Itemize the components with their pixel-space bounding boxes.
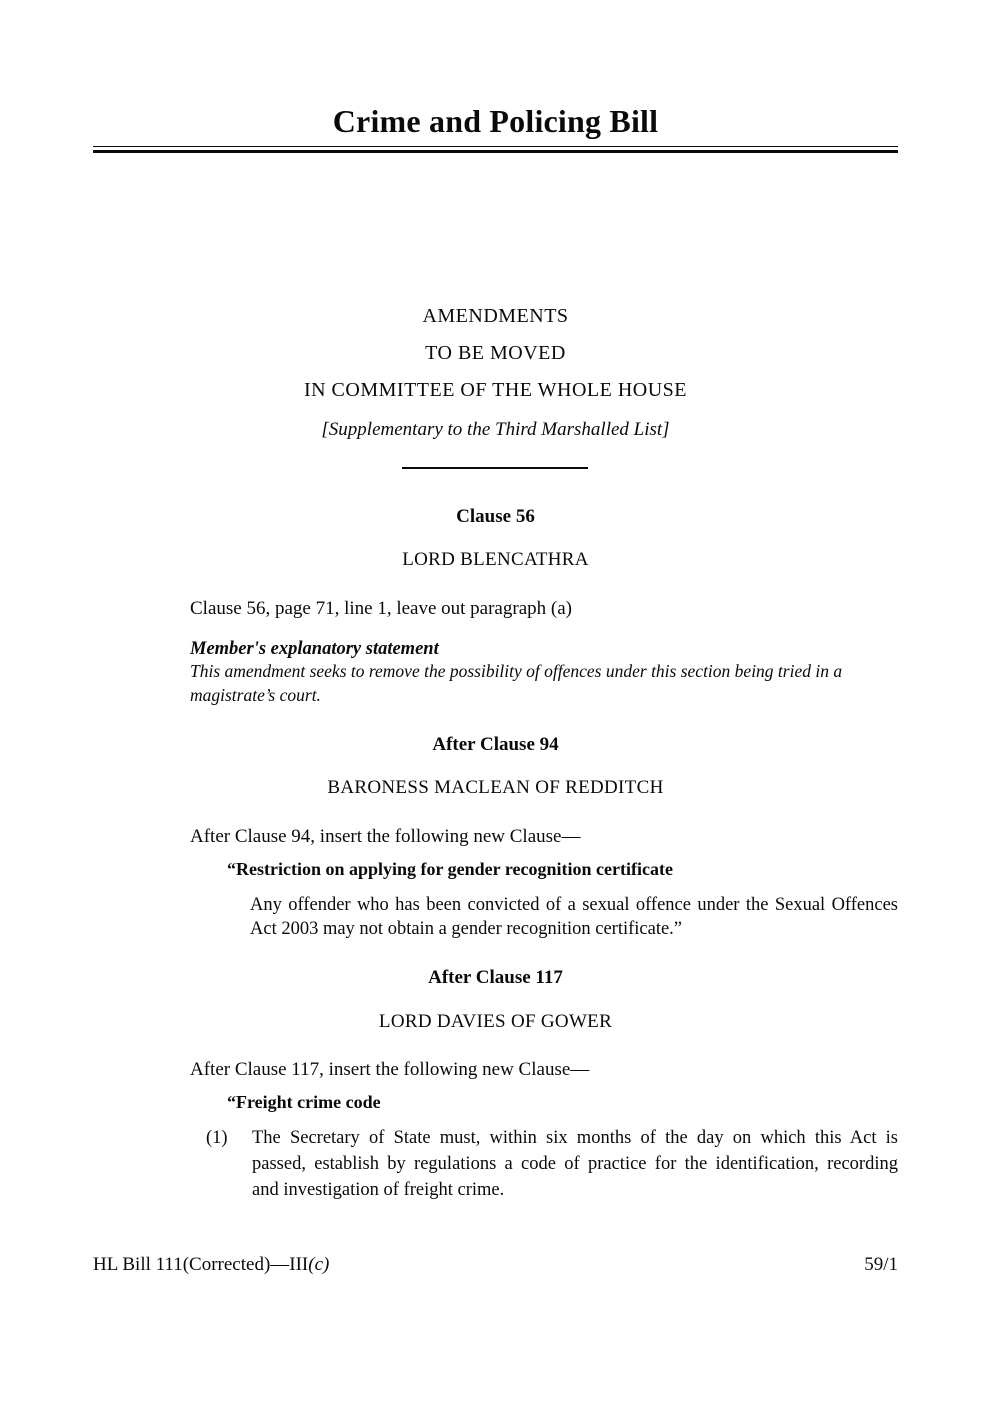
marshalled-list-note: [Supplementary to the Third Marshalled List] [321,419,670,440]
clause-text-line: Act 2003 may not obtain a gender recognition certificate.” [250,919,683,939]
section-heading-clause-56: Clause 56 [456,506,535,527]
explanatory-statement-heading: Member's explanatory statement [190,639,439,659]
bill-reference-text: HL Bill 111(Corrected)—III [93,1254,309,1275]
amendment-instruction: Clause 56, page 71, line 1, leave out paragraph (a) [190,598,572,619]
explanatory-statement-line: This amendment seeks to remove the possibility of offences under this section being tried in a [190,661,843,681]
separator-rule [402,467,588,469]
new-clause-title: “Restriction on applying for gender recognition certificate [227,859,673,879]
member-name: LORD DAVIES OF GOWER [378,1011,613,1032]
clause-text-line: The Secretary of State must, within six months of the day on which this Act is [252,1128,898,1148]
clause-text-line: and investigation of freight crime. [252,1180,505,1200]
footer-page-number: 59/1 [864,1254,898,1275]
clause-text-line: Any offender who has been convicted of a sexual offence under the Sexual Offences [250,895,898,915]
footer-bill-reference [93,1255,329,1274]
amendments-heading: AMENDMENTS [422,305,569,327]
to-be-moved-heading: TO BE MOVED [425,342,566,364]
amendment-instruction: After Clause 117, insert the following new Clause— [190,1059,590,1080]
committee-heading: IN COMMITTEE OF THE WHOLE HOUSE [303,379,688,401]
subsection-number: (1) [206,1128,228,1148]
member-name: BARONESS MACLEAN OF REDDITCH [327,777,664,798]
explanatory-statement-line: magistrate’s court. [190,685,321,705]
section-heading-after-clause-94: After Clause 94 [432,734,559,755]
title-double-rule [93,146,898,153]
new-clause-title: “Freight crime code [227,1092,381,1112]
amendment-instruction: After Clause 94, insert the following new Clause— [190,826,581,847]
member-name: LORD BLENCATHRA [402,549,589,570]
clause-text-line: passed, establish by regulations a code of practice for the identification, recording [252,1154,898,1174]
bill-reference-suffix: (c) [308,1254,330,1275]
section-heading-after-clause-117: After Clause 117 [428,967,563,988]
bill-title: Crime and Policing Bill [332,103,659,139]
